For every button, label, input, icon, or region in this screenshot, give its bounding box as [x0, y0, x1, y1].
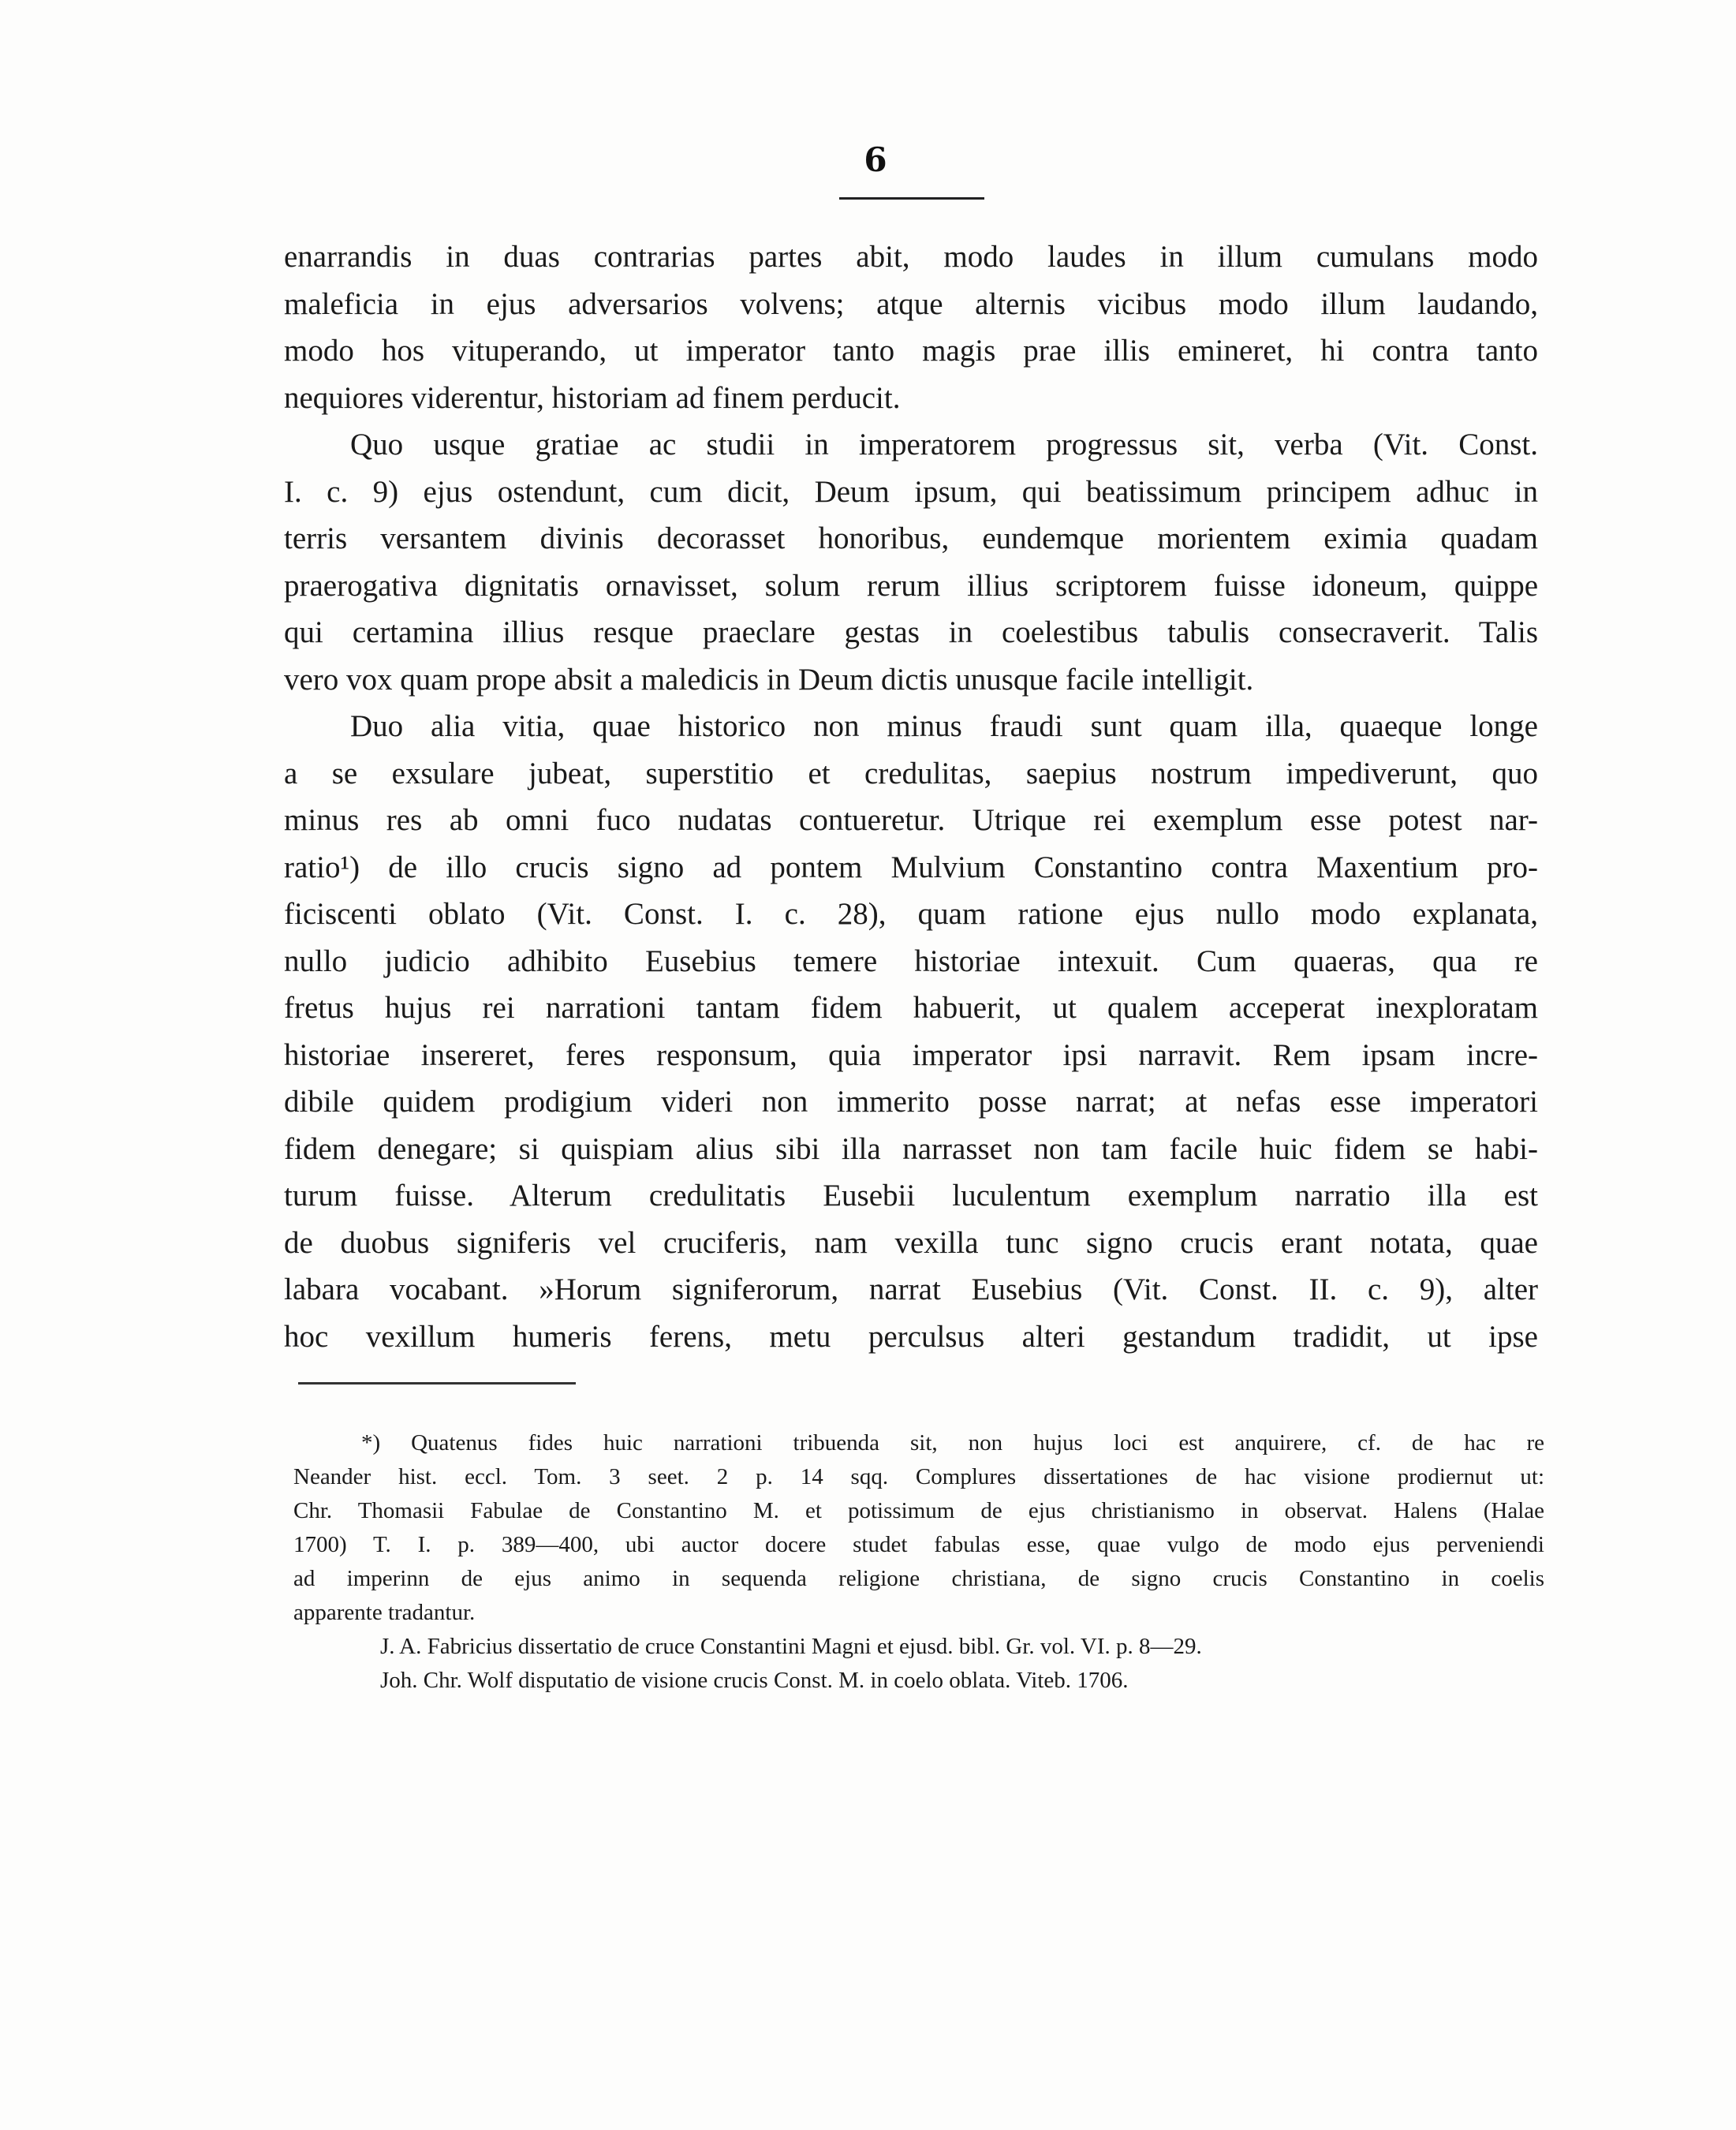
text-line: terris versantem divinis decorasset honoribus, eundemque morientem eximia quadam	[284, 521, 1538, 555]
page-number: 6	[864, 140, 887, 179]
text-line: enarrandis in duas contrarias partes abit, modo laudes in illum cumulans modo	[284, 240, 1538, 274]
text-line: ficiscenti oblato (Vit. Const. I. c. 28), quam ratione ejus nullo modo explanata,	[284, 897, 1538, 931]
text-line: modo hos vituperando, ut imperator tanto magis prae illis emineret, hi contra tanto	[284, 334, 1538, 368]
text-line: minus res ab omni fuco nudatas contueretur. Utrique rei exemplum esse potest nar-	[284, 803, 1538, 837]
text-line: ratio¹) de illo crucis signo ad pontem Mulvium Constantino contra Maxentium pro-	[284, 850, 1538, 884]
text-line: vero vox quam prope absit a maledicis in Deum dictis unusque facile intelligit.	[284, 662, 1254, 697]
text-line: I. c. 9) ejus ostendunt, cum dicit, Deum ipsum, qui beatissimum principem adhuc in	[284, 474, 1538, 509]
footnote-rule	[298, 1382, 576, 1384]
text-line: Quo usque gratiae ac studii in imperatorem progressus sit, verba (Vit. Const.	[350, 428, 1538, 462]
text-line: de duobus signiferis vel cruciferis, nam vexilla tunc signo crucis erant notata, quae	[284, 1225, 1538, 1260]
footnote-line: apparente tradantur.	[293, 1600, 476, 1625]
text-line: nequiores viderentur, historiam ad finem perducit.	[284, 380, 901, 415]
text-line: historiae insereret, feres responsum, quia imperator ipsi narravit. Rem ipsam incre-	[284, 1037, 1538, 1072]
footnote-reference: J. A. Fabricius dissertatio de cruce Constantini Magni et ejusd. bibl. Gr. vol. VI. p. 8—29.	[380, 1634, 1202, 1659]
main-text	[284, 234, 1538, 1360]
footnote-line: Neander hist. eccl. Tom. 3 seet. 2 p. 14 sqq. Complures dissertationes de hac visione prodiernut ut:	[293, 1464, 1544, 1489]
header-rule	[839, 197, 984, 200]
footnote-line: ad imperinn de ejus animo in sequenda religione christiana, de signo crucis Constantino in coelis	[293, 1566, 1544, 1591]
footnote-line: *) Quatenus fides huic narrationi tribuenda sit, non hujus loci est anquirere, cf. de hac re	[361, 1430, 1544, 1456]
text-line: hoc vexillum humeris ferens, metu perculsus alteri gestandum tradidit, ut ipse	[284, 1319, 1538, 1354]
text-line: turum fuisse. Alterum credulitatis Eusebii luculentum exemplum narratio illa est	[284, 1179, 1538, 1213]
text-line: nullo judicio adhibito Eusebius temere historiae intexuit. Cum quaeras, qua re	[284, 944, 1538, 978]
text-line: fretus hujus rei narrationi tantam fidem habuerit, ut qualem acceperat inexploratam	[284, 991, 1538, 1025]
footnote-line: 1700) T. I. p. 389—400, ubi auctor docere studet fabulas esse, quae vulgo de modo ejus perveniendi	[293, 1532, 1544, 1557]
text-line: maleficia in ejus adversarios volvens; atque alternis vicibus modo illum laudando,	[284, 286, 1538, 321]
text-line: qui certamina illius resque praeclare gestas in coelestibus tabulis consecraverit. Talis	[284, 615, 1538, 649]
footnotes	[293, 1426, 1544, 1698]
footnote-line: Chr. Thomasii Fabulae de Constantino M. et potissimum de ejus christianismo in observat. Halens (Halae	[293, 1498, 1544, 1523]
footnote-reference: Joh. Chr. Wolf disputatio de visione crucis Const. M. in coelo oblata. Viteb. 1706.	[380, 1668, 1129, 1693]
text-line: labara vocabant. »Horum signiferorum, narrat Eusebius (Vit. Const. II. c. 9), alter	[284, 1272, 1538, 1306]
text-line: dibile quidem prodigium videri non immerito posse narrat; at nefas esse imperatori	[284, 1085, 1538, 1119]
text-line: a se exsulare jubeat, superstitio et credulitas, saepius nostrum impediverunt, quo	[284, 756, 1538, 790]
text-line: fidem denegare; si quispiam alius sibi illa narrasset non tam facile huic fidem se habi-	[284, 1131, 1538, 1166]
text-line: Duo alia vitia, quae historico non minus fraudi sunt quam illa, quaeque longe	[350, 709, 1538, 743]
text-line: praerogativa dignitatis ornavisset, solum rerum illius scriptorem fuisse idoneum, quippe	[284, 568, 1538, 603]
